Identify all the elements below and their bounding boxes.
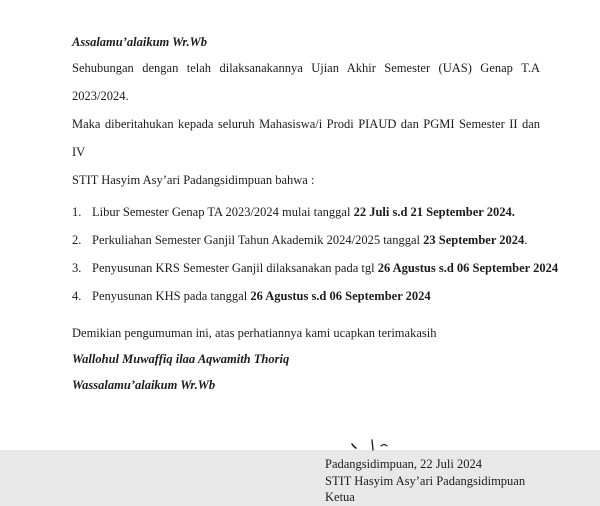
list-item-text-pre: Libur Semester Genap TA 2023/2024 mulai tanggal xyxy=(92,205,354,219)
list-item-text-pre: Penyusunan KRS Semester Ganjil dilaksanakan pada tgl xyxy=(92,261,378,275)
list-item-text xyxy=(92,282,431,310)
intro-line-3: STIT Hasyim Asy’ari Padangsidimpuan bahwa : xyxy=(72,173,315,187)
list-item-text-post: . xyxy=(524,233,528,247)
list-item xyxy=(72,226,540,254)
list-item-date: 22 Juli s.d 21 September 2024. xyxy=(353,205,515,219)
list-item-number: 2. xyxy=(72,233,82,247)
list-item-date: 23 September 2024 xyxy=(423,233,525,247)
list-item-text xyxy=(92,198,515,226)
intro-line-1: Sehubungan dengan telah dilaksanakannya Ujian Akhir Semester (UAS) Genap T.A 2023/2024. xyxy=(72,61,540,103)
list-item xyxy=(72,282,540,310)
signature-block xyxy=(325,456,540,506)
list-item-date: 26 Agustus s.d 06 September 2024 xyxy=(377,261,559,275)
list-item xyxy=(72,198,540,226)
opening-salutation: Assalamu’alaikum Wr.Wb xyxy=(72,35,207,49)
list-item-text xyxy=(92,254,558,282)
list-item-text-pre: Penyusunan KHS pada tanggal xyxy=(92,289,251,303)
announcement-list xyxy=(72,198,559,310)
list-item xyxy=(72,254,559,282)
closing-statement: Demikian pengumuman ini, atas perhatiannya kami ucapkan terimakasih xyxy=(72,326,437,340)
list-item-date: 26 Agustus s.d 06 September 2024 xyxy=(250,289,431,303)
list-item-text-pre: Perkuliahan Semester Ganjil Tahun Akademik 2024/2025 tanggal xyxy=(92,233,424,247)
signature-place-date: Padangsidimpuan, 22 Juli 2024 xyxy=(325,457,482,471)
closing-prayer: Wallohul Muwaffiq ilaa Aqwamith Thoriq xyxy=(72,352,290,366)
list-item-number: 4. xyxy=(72,289,82,303)
list-item-number: 3. xyxy=(72,261,82,275)
handwritten-signature-fragment xyxy=(345,438,415,450)
intro-line-2: Maka diberitahukan kepada seluruh Mahasiswa/i Prodi PIAUD dan PGMI Semester II dan IV xyxy=(72,117,540,159)
list-item-number: 1. xyxy=(72,205,82,219)
signature-title: Ketua xyxy=(325,490,355,504)
closing-salutation: Wassalamu’alaikum Wr.Wb xyxy=(72,378,216,392)
list-item-text xyxy=(92,226,527,254)
signature-institution: STIT Hasyim Asy’ari Padangsidimpuan xyxy=(325,473,526,488)
